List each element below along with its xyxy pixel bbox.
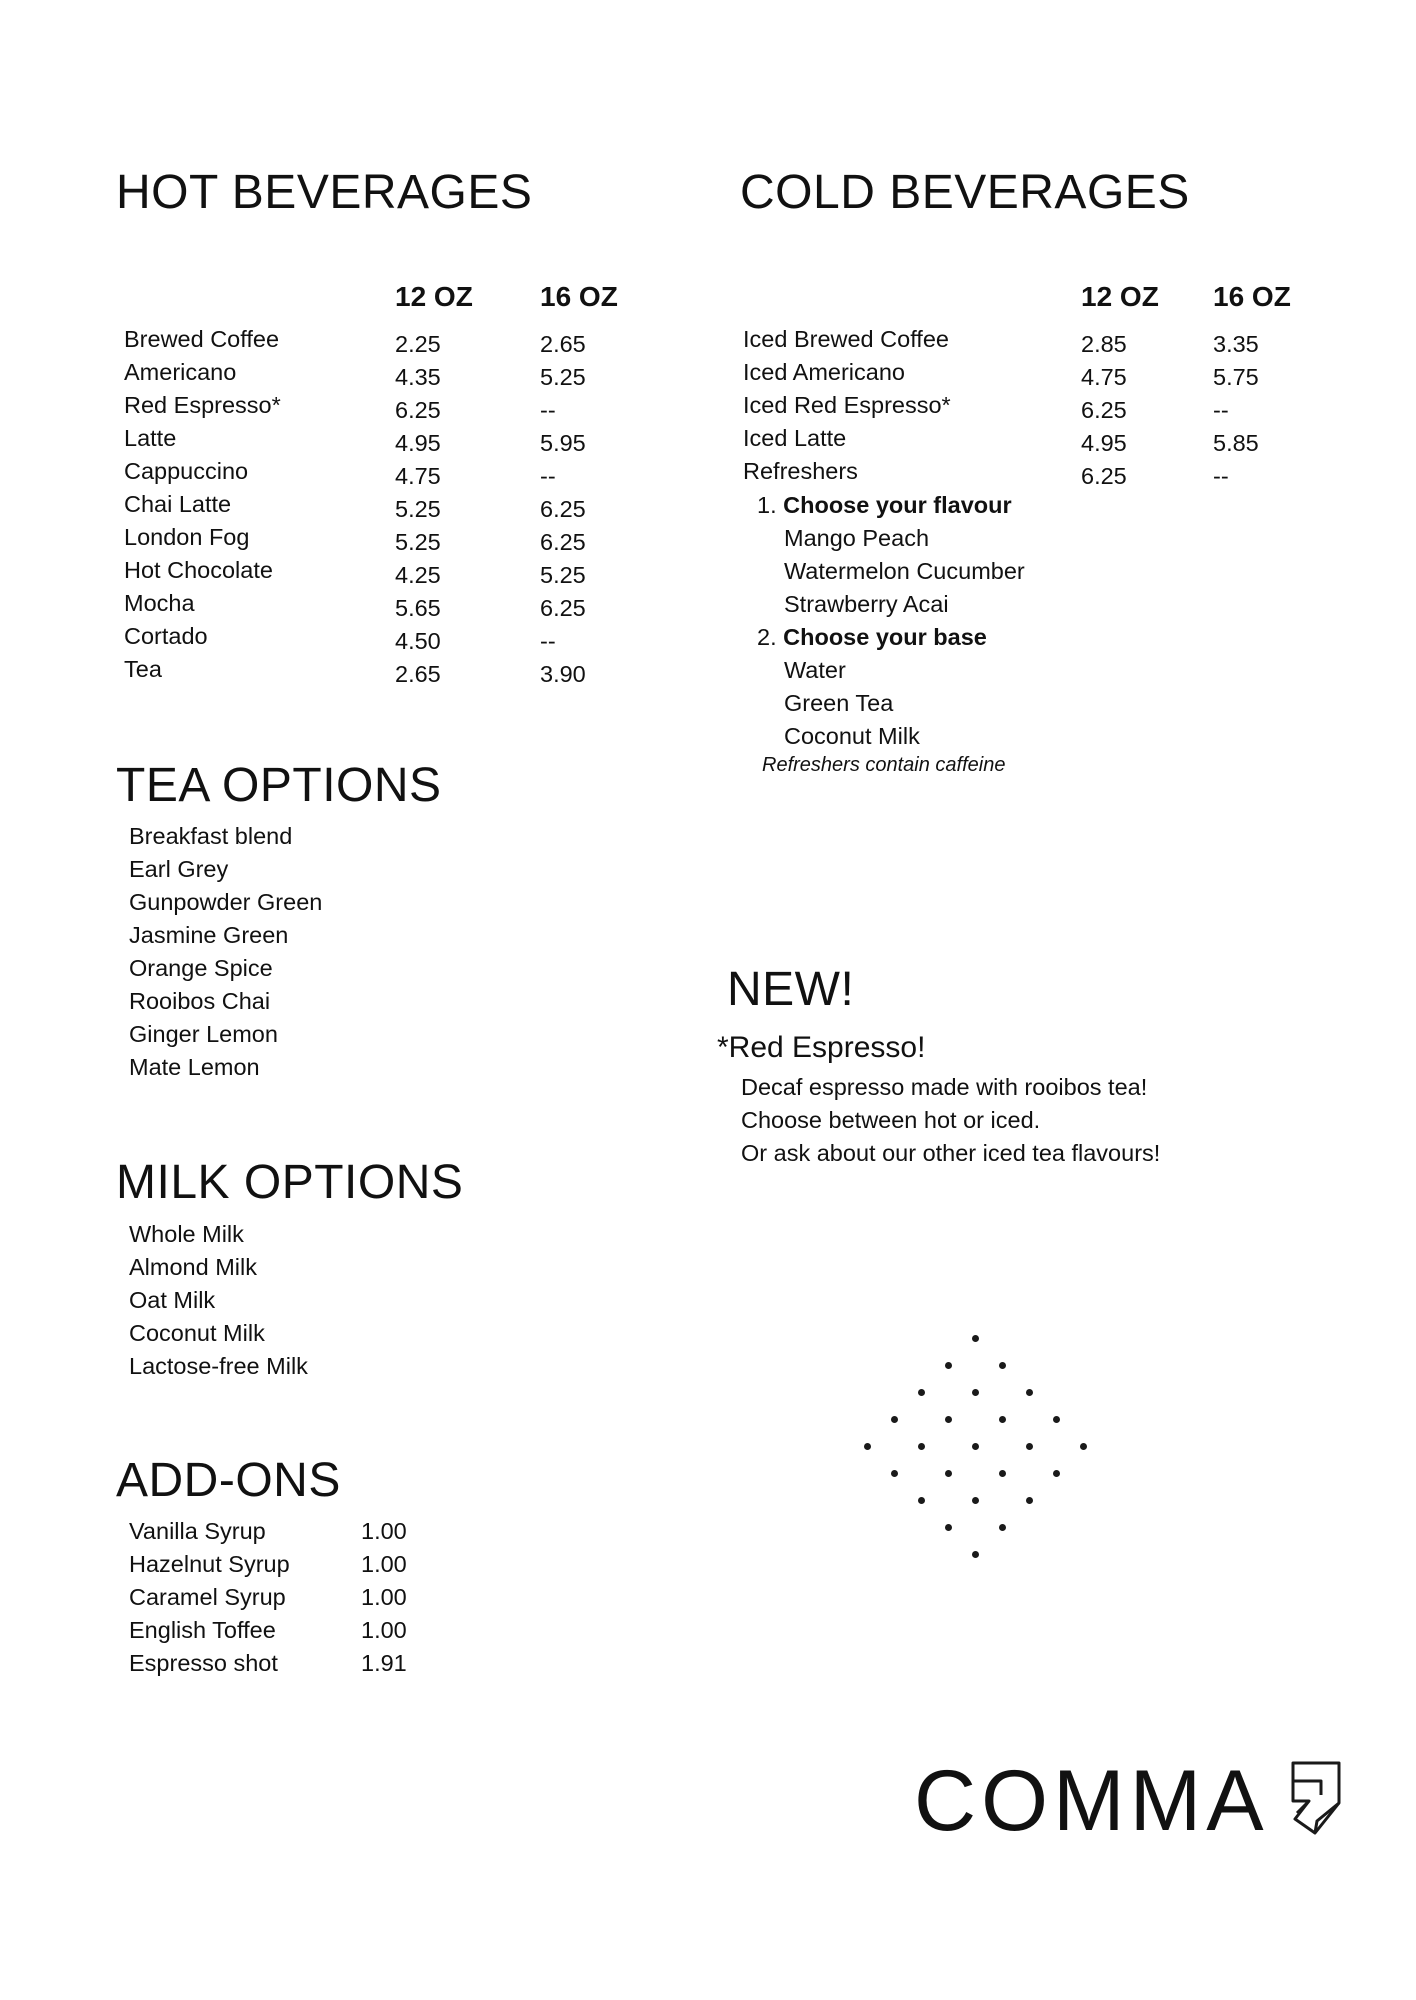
hot-size-16oz: 16 OZ <box>540 281 618 312</box>
dot <box>1080 1443 1087 1450</box>
milk-options-title: MILK OPTIONS <box>116 1156 464 1209</box>
price-12oz: 4.35 <box>395 364 441 390</box>
base-item: Green Tea <box>784 690 894 716</box>
step-label: Choose your flavour <box>783 492 1012 518</box>
dot <box>999 1416 1006 1423</box>
menu-row <box>0 455 1416 488</box>
add-on-row <box>0 1614 600 1647</box>
price-16oz: 3.35 <box>1213 331 1259 357</box>
price-12oz: 4.75 <box>1081 364 1127 390</box>
dot <box>864 1443 871 1450</box>
item-name: Mocha <box>124 590 195 616</box>
price-16oz: 5.25 <box>540 562 586 588</box>
menu-row <box>0 356 1416 389</box>
tea-item: Mate Lemon <box>129 1054 260 1080</box>
dot <box>999 1470 1006 1477</box>
price-12oz: 2.25 <box>395 331 441 357</box>
dot <box>945 1362 952 1369</box>
milk-item: Coconut Milk <box>129 1320 265 1346</box>
add-on-price: 1.00 <box>361 1518 407 1544</box>
price-16oz: -- <box>540 463 556 489</box>
tea-item: Breakfast blend <box>129 823 293 849</box>
dot <box>1053 1470 1060 1477</box>
item-name: Latte <box>124 425 177 451</box>
comma-logo-icon <box>1287 1759 1347 1839</box>
price-16oz: -- <box>1213 463 1229 489</box>
item-name: Hot Chocolate <box>124 557 273 583</box>
item-name: Chai Latte <box>124 491 232 517</box>
price-12oz: 5.25 <box>395 529 441 555</box>
base-item: Coconut Milk <box>784 723 920 749</box>
item-name: Iced Brewed Coffee <box>743 326 949 352</box>
step-choose-base: 2. Choose your base <box>757 624 987 650</box>
add-on-name: Espresso shot <box>129 1650 278 1676</box>
menu-row <box>0 521 700 554</box>
price-16oz: 6.25 <box>540 595 586 621</box>
item-name: Iced Americano <box>743 359 905 385</box>
flavour-item: Strawberry Acai <box>784 591 949 617</box>
dot <box>972 1497 979 1504</box>
milk-item: Whole Milk <box>129 1221 244 1247</box>
price-12oz: 5.65 <box>395 595 441 621</box>
menu-row <box>0 422 1416 455</box>
refreshers-options <box>757 489 1025 753</box>
item-name: Iced Red Espresso* <box>743 392 951 418</box>
dot <box>1026 1389 1033 1396</box>
price-16oz: -- <box>540 397 556 423</box>
milk-item: Almond Milk <box>129 1254 257 1280</box>
dot <box>891 1470 898 1477</box>
tea-options-list <box>129 820 322 1084</box>
price-12oz: 6.25 <box>1081 397 1127 423</box>
dot <box>918 1389 925 1396</box>
cold-size-16oz: 16 OZ <box>1213 281 1291 312</box>
price-12oz: 4.25 <box>395 562 441 588</box>
add-on-name: Hazelnut Syrup <box>129 1551 290 1577</box>
brand-wordmark: COMMA <box>914 1753 1269 1849</box>
dot <box>945 1416 952 1423</box>
tea-item: Ginger Lemon <box>129 1021 278 1047</box>
menu-row <box>0 587 700 620</box>
tea-item: Jasmine Green <box>129 922 289 948</box>
tea-item: Rooibos Chai <box>129 988 271 1014</box>
menu-row <box>0 554 700 587</box>
dot <box>1053 1416 1060 1423</box>
add-on-row <box>0 1647 600 1680</box>
step-label: Choose your base <box>783 624 987 650</box>
milk-options-list <box>129 1218 308 1383</box>
price-12oz: 6.25 <box>1081 463 1127 489</box>
price-12oz: 6.25 <box>395 397 441 423</box>
price-16oz: 5.75 <box>1213 364 1259 390</box>
add-on-price: 1.00 <box>361 1584 407 1610</box>
flavour-item: Watermelon Cucumber <box>784 558 1025 584</box>
add-on-name: English Toffee <box>129 1617 276 1643</box>
hot-size-12oz: 12 OZ <box>395 281 473 312</box>
dot <box>999 1524 1006 1531</box>
add-on-row <box>0 1548 600 1581</box>
dot <box>999 1362 1006 1369</box>
add-on-price: 1.00 <box>361 1617 407 1643</box>
dot <box>891 1416 898 1423</box>
price-12oz: 4.95 <box>395 430 441 456</box>
flavour-list <box>757 522 1025 621</box>
price-16oz: 2.65 <box>540 331 586 357</box>
add-on-row <box>0 1515 600 1548</box>
price-16oz: 3.90 <box>540 661 586 687</box>
add-ons-title: ADD-ONS <box>116 1454 341 1507</box>
base-item: Water <box>784 657 846 683</box>
new-title: NEW! <box>727 963 855 1016</box>
step-choose-flavour: 1. Choose your flavour <box>757 492 1012 518</box>
price-16oz: 5.25 <box>540 364 586 390</box>
dot <box>918 1443 925 1450</box>
hot-beverages-title: HOT BEVERAGES <box>116 166 533 219</box>
add-on-name: Caramel Syrup <box>129 1584 286 1610</box>
item-name: Cappuccino <box>124 458 249 484</box>
item-name: Cortado <box>124 623 208 649</box>
dot <box>945 1470 952 1477</box>
add-on-price: 1.91 <box>361 1650 407 1676</box>
item-name: Red Espresso* <box>124 392 281 418</box>
tea-item: Orange Spice <box>129 955 273 981</box>
dot <box>1026 1497 1033 1504</box>
price-16oz: 5.95 <box>540 430 586 456</box>
refreshers-note: Refreshers contain caffeine <box>762 754 1006 776</box>
price-12oz: 4.75 <box>395 463 441 489</box>
price-16oz: -- <box>1213 397 1229 423</box>
price-16oz: 6.25 <box>540 529 586 555</box>
price-12oz: 4.95 <box>1081 430 1127 456</box>
add-on-price: 1.00 <box>361 1551 407 1577</box>
menu-row <box>0 389 1416 422</box>
dot <box>945 1524 952 1531</box>
cold-beverages-title: COLD BEVERAGES <box>740 166 1190 219</box>
item-name: London Fog <box>124 524 250 550</box>
cold-size-12oz: 12 OZ <box>1081 281 1159 312</box>
dot <box>918 1497 925 1504</box>
dot <box>1026 1443 1033 1450</box>
price-16oz: 5.85 <box>1213 430 1259 456</box>
item-name: Americano <box>124 359 237 385</box>
price-16oz: -- <box>540 628 556 654</box>
milk-item: Lactose-free Milk <box>129 1353 308 1379</box>
menu-row <box>0 653 700 686</box>
item-name: Tea <box>124 656 162 682</box>
menu-row <box>0 620 700 653</box>
new-description-line: Decaf espresso made with rooibos tea! <box>741 1074 1148 1100</box>
dot <box>972 1389 979 1396</box>
price-12oz: 2.85 <box>1081 331 1127 357</box>
dot <box>972 1443 979 1450</box>
new-description-line: Or ask about our other iced tea flavours! <box>741 1140 1161 1166</box>
item-name: Iced Latte <box>743 425 847 451</box>
menu-row <box>0 323 1416 356</box>
dot <box>972 1551 979 1558</box>
base-list <box>757 654 1025 753</box>
tea-item: Earl Grey <box>129 856 229 882</box>
price-12oz: 4.50 <box>395 628 441 654</box>
item-name: Brewed Coffee <box>124 326 280 352</box>
menu-row <box>0 488 700 521</box>
milk-item: Oat Milk <box>129 1287 216 1313</box>
new-description <box>741 1071 1160 1170</box>
price-16oz: 6.25 <box>540 496 586 522</box>
dot-diamond-icon <box>860 1331 1090 1561</box>
add-on-name: Vanilla Syrup <box>129 1518 266 1544</box>
flavour-item: Mango Peach <box>784 525 930 551</box>
dot <box>972 1335 979 1342</box>
new-subtitle: *Red Espresso! <box>717 1031 926 1064</box>
price-12oz: 2.65 <box>395 661 441 687</box>
item-name: Refreshers <box>743 458 858 484</box>
new-description-line: Choose between hot or iced. <box>741 1107 1041 1133</box>
tea-item: Gunpowder Green <box>129 889 323 915</box>
add-on-row <box>0 1581 600 1614</box>
tea-options-title: TEA OPTIONS <box>116 759 442 812</box>
price-12oz: 5.25 <box>395 496 441 522</box>
